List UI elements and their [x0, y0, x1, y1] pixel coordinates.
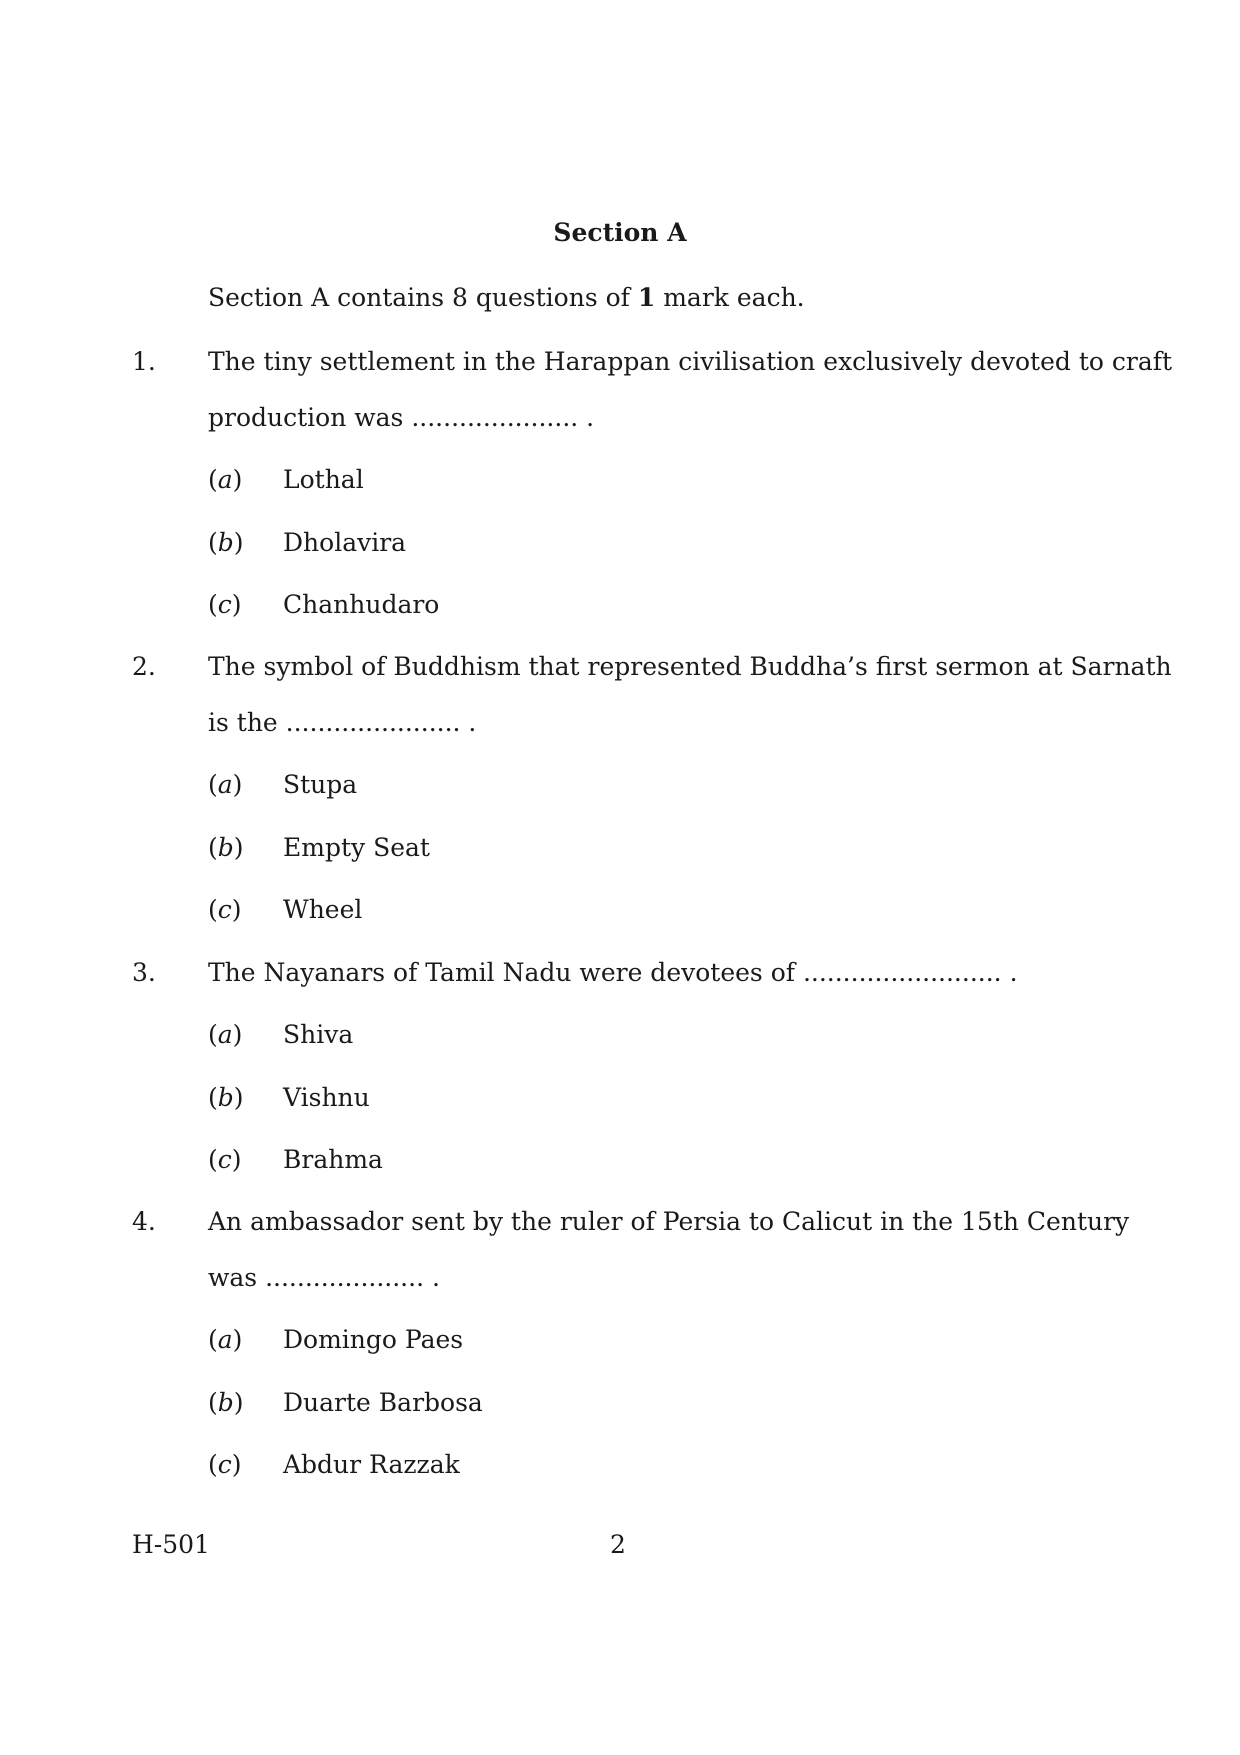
question-text-line-1: An ambassador sent by the ruler of Persia to Calicut in the 15th Century [208, 1207, 1130, 1236]
option-text: Vishnu [283, 1083, 370, 1112]
option-letter: (b) [208, 528, 244, 557]
option-letter: (a) [208, 465, 243, 494]
section-title: Section A [553, 218, 687, 247]
question-text-line-2: is the ...................... . [208, 708, 477, 737]
option-letter: (c) [208, 590, 242, 619]
option-letter: (c) [208, 895, 242, 924]
page-number: 2 [610, 1530, 626, 1559]
instructions-marks-value: 1 [637, 283, 656, 312]
option-letter: (a) [208, 1325, 243, 1354]
question-text-line-1: The tiny settlement in the Harappan civilisation exclusively devoted to craft [208, 347, 1173, 376]
option-letter: (c) [208, 1145, 242, 1174]
option-text: Abdur Razzak [283, 1450, 460, 1479]
option-text: Duarte Barbosa [283, 1388, 483, 1417]
option-letter: (a) [208, 770, 243, 799]
option-text: Wheel [283, 895, 363, 924]
question-number: 3. [132, 958, 156, 987]
option-letter: (b) [208, 833, 244, 862]
paper-code: H-501 [132, 1530, 210, 1559]
option-text: Domingo Paes [283, 1325, 464, 1354]
option-text: Stupa [283, 770, 358, 799]
option-letter: (a) [208, 1020, 243, 1049]
question-number: 4. [132, 1207, 156, 1236]
option-text: Shiva [283, 1020, 354, 1049]
option-letter: (b) [208, 1388, 244, 1417]
option-text: Lothal [283, 465, 364, 494]
instructions-text-end: mark each. [655, 283, 805, 312]
question-number: 1. [132, 347, 156, 376]
question-text-line-2: was .................... . [208, 1263, 440, 1292]
option-letter: (b) [208, 1083, 244, 1112]
option-letter: (c) [208, 1450, 242, 1479]
instructions-text-start: Section A contains 8 questions of [208, 283, 638, 312]
question-number: 2. [132, 652, 156, 681]
option-text: Brahma [283, 1145, 383, 1174]
option-text: Dholavira [283, 528, 407, 557]
question-text-line-2: production was ..................... . [208, 403, 595, 432]
option-text: Chanhudaro [283, 590, 440, 619]
section-instructions [208, 283, 805, 313]
question-text-line-1: The symbol of Buddhism that represented Buddha’s first sermon at Sarnath [208, 652, 1172, 681]
option-text: Empty Seat [283, 833, 430, 862]
question-text-line-1: The Nayanars of Tamil Nadu were devotees of ......................... . [208, 958, 1018, 987]
